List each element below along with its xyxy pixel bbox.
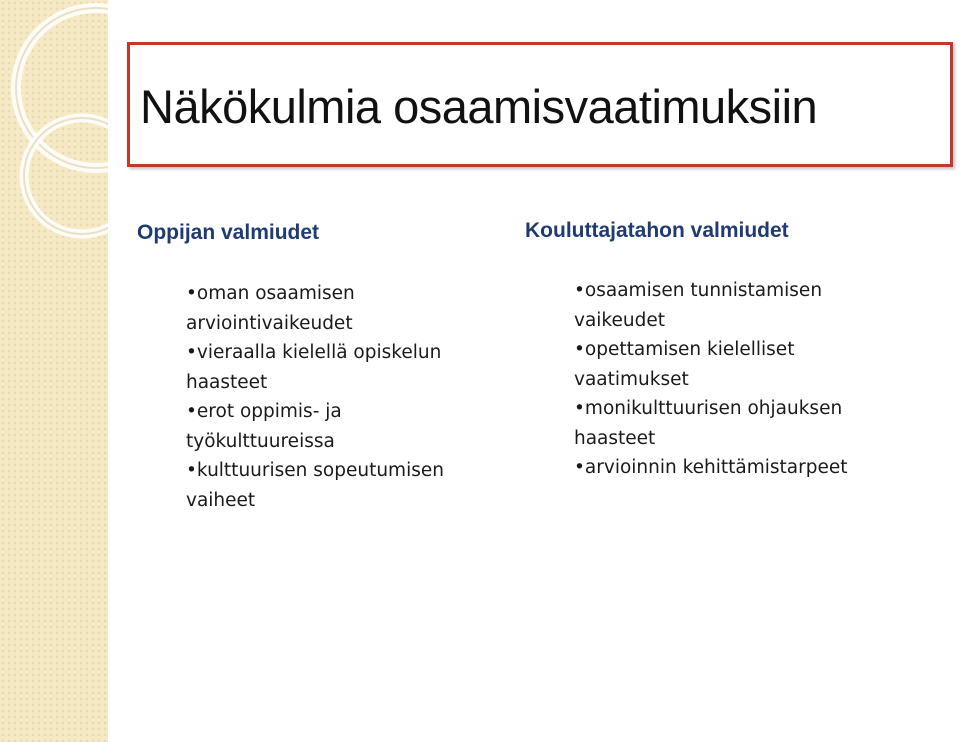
decorative-rings xyxy=(0,0,108,742)
left-column-list xyxy=(186,279,486,515)
title-box xyxy=(127,42,953,167)
list-item: • arvioinnin kehittämistarpeet xyxy=(574,453,944,483)
left-column-heading: Oppijan valmiudet xyxy=(137,221,320,244)
list-item: • osaamisen tunnistamisen vaikeudet xyxy=(574,276,944,335)
decorative-side-strip xyxy=(0,0,108,742)
list-item: • kulttuurisen sopeutumisen vaiheet xyxy=(186,456,486,515)
list-item: • monikulttuurisen ohjauksen haasteet xyxy=(574,394,944,453)
list-item: • vieraalla kielellä opiskelun haasteet xyxy=(186,338,486,397)
right-column-heading: Kouluttajatahon valmiudet xyxy=(525,219,789,242)
page-title: Näkökulmia osaamisvaatimuksiin xyxy=(140,80,818,133)
list-item: • opettamisen kielelliset vaatimukset xyxy=(574,335,944,394)
right-column-list xyxy=(574,276,944,483)
list-item: • erot oppimis- ja työkulttuureissa xyxy=(186,397,486,456)
list-item: • oman osaamisen arviointivaikeudet xyxy=(186,279,486,338)
